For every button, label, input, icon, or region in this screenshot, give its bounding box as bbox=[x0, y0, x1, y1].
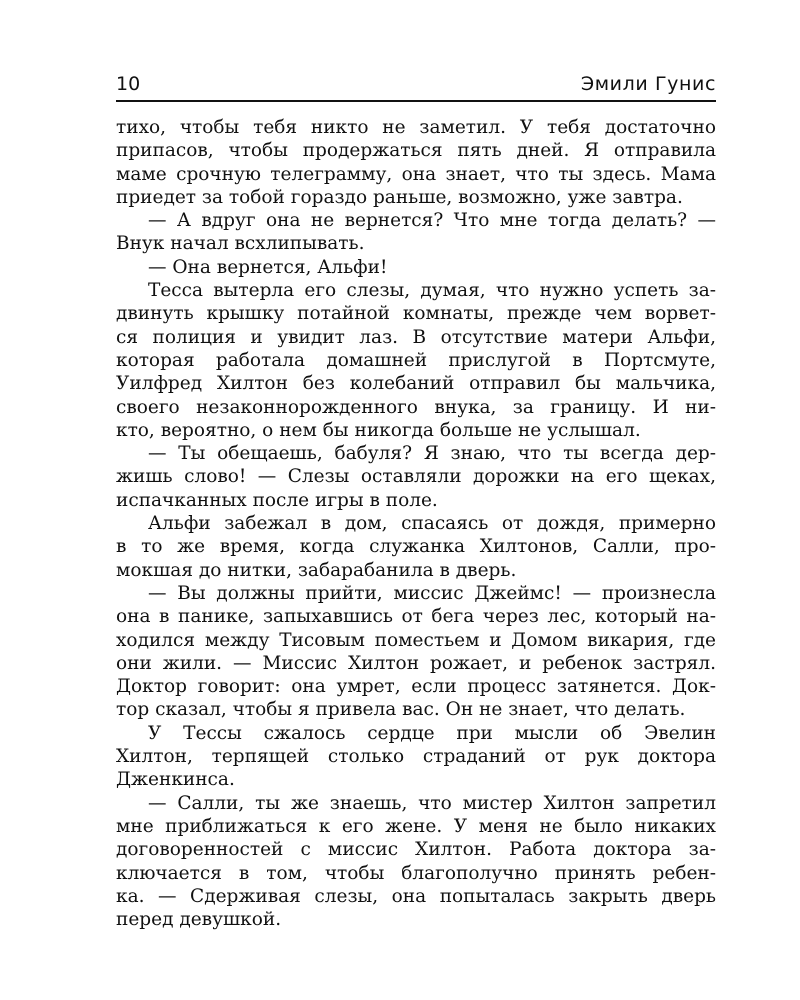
text-line: испачканных после игры в поле. bbox=[116, 489, 438, 511]
text-line: договоренностей с миссис Хилтон. Работа доктора за- bbox=[116, 839, 716, 861]
text-line: припасов, чтобы продержаться пять дней. Я отправила bbox=[116, 140, 716, 162]
text-line: Уилфред Хилтон без колебаний отправил бы мальчика, bbox=[116, 373, 716, 395]
body-text bbox=[116, 116, 716, 931]
text-line: мокшая до нитки, забарабанила в дверь. bbox=[116, 559, 517, 581]
text-line: мне приближаться к его жене. У меня не было никаких bbox=[116, 815, 716, 837]
text-line: в то же время, когда служанка Хилтонов, Салли, про- bbox=[116, 536, 716, 558]
text-line: — А вдруг она не вернется? Что мне тогда делать? — bbox=[148, 210, 716, 232]
text-line: ходился между Тисовым поместьем и Домом викария, где bbox=[116, 629, 716, 651]
text-line: — Она вернется, Альфи! bbox=[148, 256, 388, 278]
text-line: тор сказал, чтобы я привела вас. Он не знает, что делать. bbox=[116, 699, 686, 721]
text-line: Доктор говорит: она умрет, если процесс затянется. Док- bbox=[116, 676, 716, 698]
page-number: 10 bbox=[116, 73, 141, 95]
running-title: Эмили Гунис bbox=[580, 73, 716, 95]
text-line: перед девушкой. bbox=[116, 909, 282, 931]
text-line: Дженкинса. bbox=[116, 769, 235, 791]
text-line: Альфи забежал в дом, спасаясь от дождя, примерно bbox=[148, 513, 716, 535]
text-line: они жили. — Миссис Хилтон рожает, и ребенок застрял. bbox=[116, 652, 716, 674]
text-line: тихо, чтобы тебя никто не заметил. У тебя достаточно bbox=[116, 117, 716, 138]
text-line: — Вы должны прийти, миссис Джеймс! — произнесла bbox=[148, 582, 716, 604]
text-line: своего незаконнорожденного внука, за границу. И ни- bbox=[116, 396, 716, 418]
text-line: которая работала домашней прислугой в Портсмуте, bbox=[116, 349, 716, 371]
text-line: Хилтон, терпящей столько страданий от рук доктора bbox=[116, 746, 716, 768]
text-line: ключается в том, чтобы благополучно принять ребен- bbox=[116, 862, 716, 884]
text-line: ка. — Сдерживая слезы, она попыталась закрыть дверь bbox=[116, 885, 716, 907]
text-line: — Салли, ты же знаешь, что мистер Хилтон запретил bbox=[148, 792, 716, 814]
text-line: приедет за тобой гораздо раньше, возможно, уже завтра. bbox=[116, 186, 683, 208]
text-line: маме срочную телеграмму, она знает, что ты здесь. Мама bbox=[116, 163, 716, 185]
page-header bbox=[116, 70, 716, 102]
text-line: Тесса вытерла его слезы, думая, что нужно успеть за- bbox=[148, 280, 716, 302]
text-line: ся полиция и увидит лаз. В отсутствие матери Альфи, bbox=[116, 326, 716, 348]
text-line: она в панике, запыхавшись от бега через лес, который на- bbox=[116, 606, 716, 628]
text-line: кто, вероятно, о нем бы никогда больше не услышал. bbox=[116, 419, 641, 441]
text-line: двинуть крышку потайной комнаты, прежде чем ворвет- bbox=[116, 303, 716, 325]
text-line: — Ты обещаешь, бабуля? Я знаю, что ты всегда дер- bbox=[148, 443, 716, 465]
text-line: Внук начал всхлипывать. bbox=[116, 233, 365, 255]
text-line: У Тессы сжалось сердце при мысли об Эвелин bbox=[148, 722, 716, 744]
text-line: жишь слово! — Слезы оставляли дорожки на его щеках, bbox=[116, 466, 716, 488]
